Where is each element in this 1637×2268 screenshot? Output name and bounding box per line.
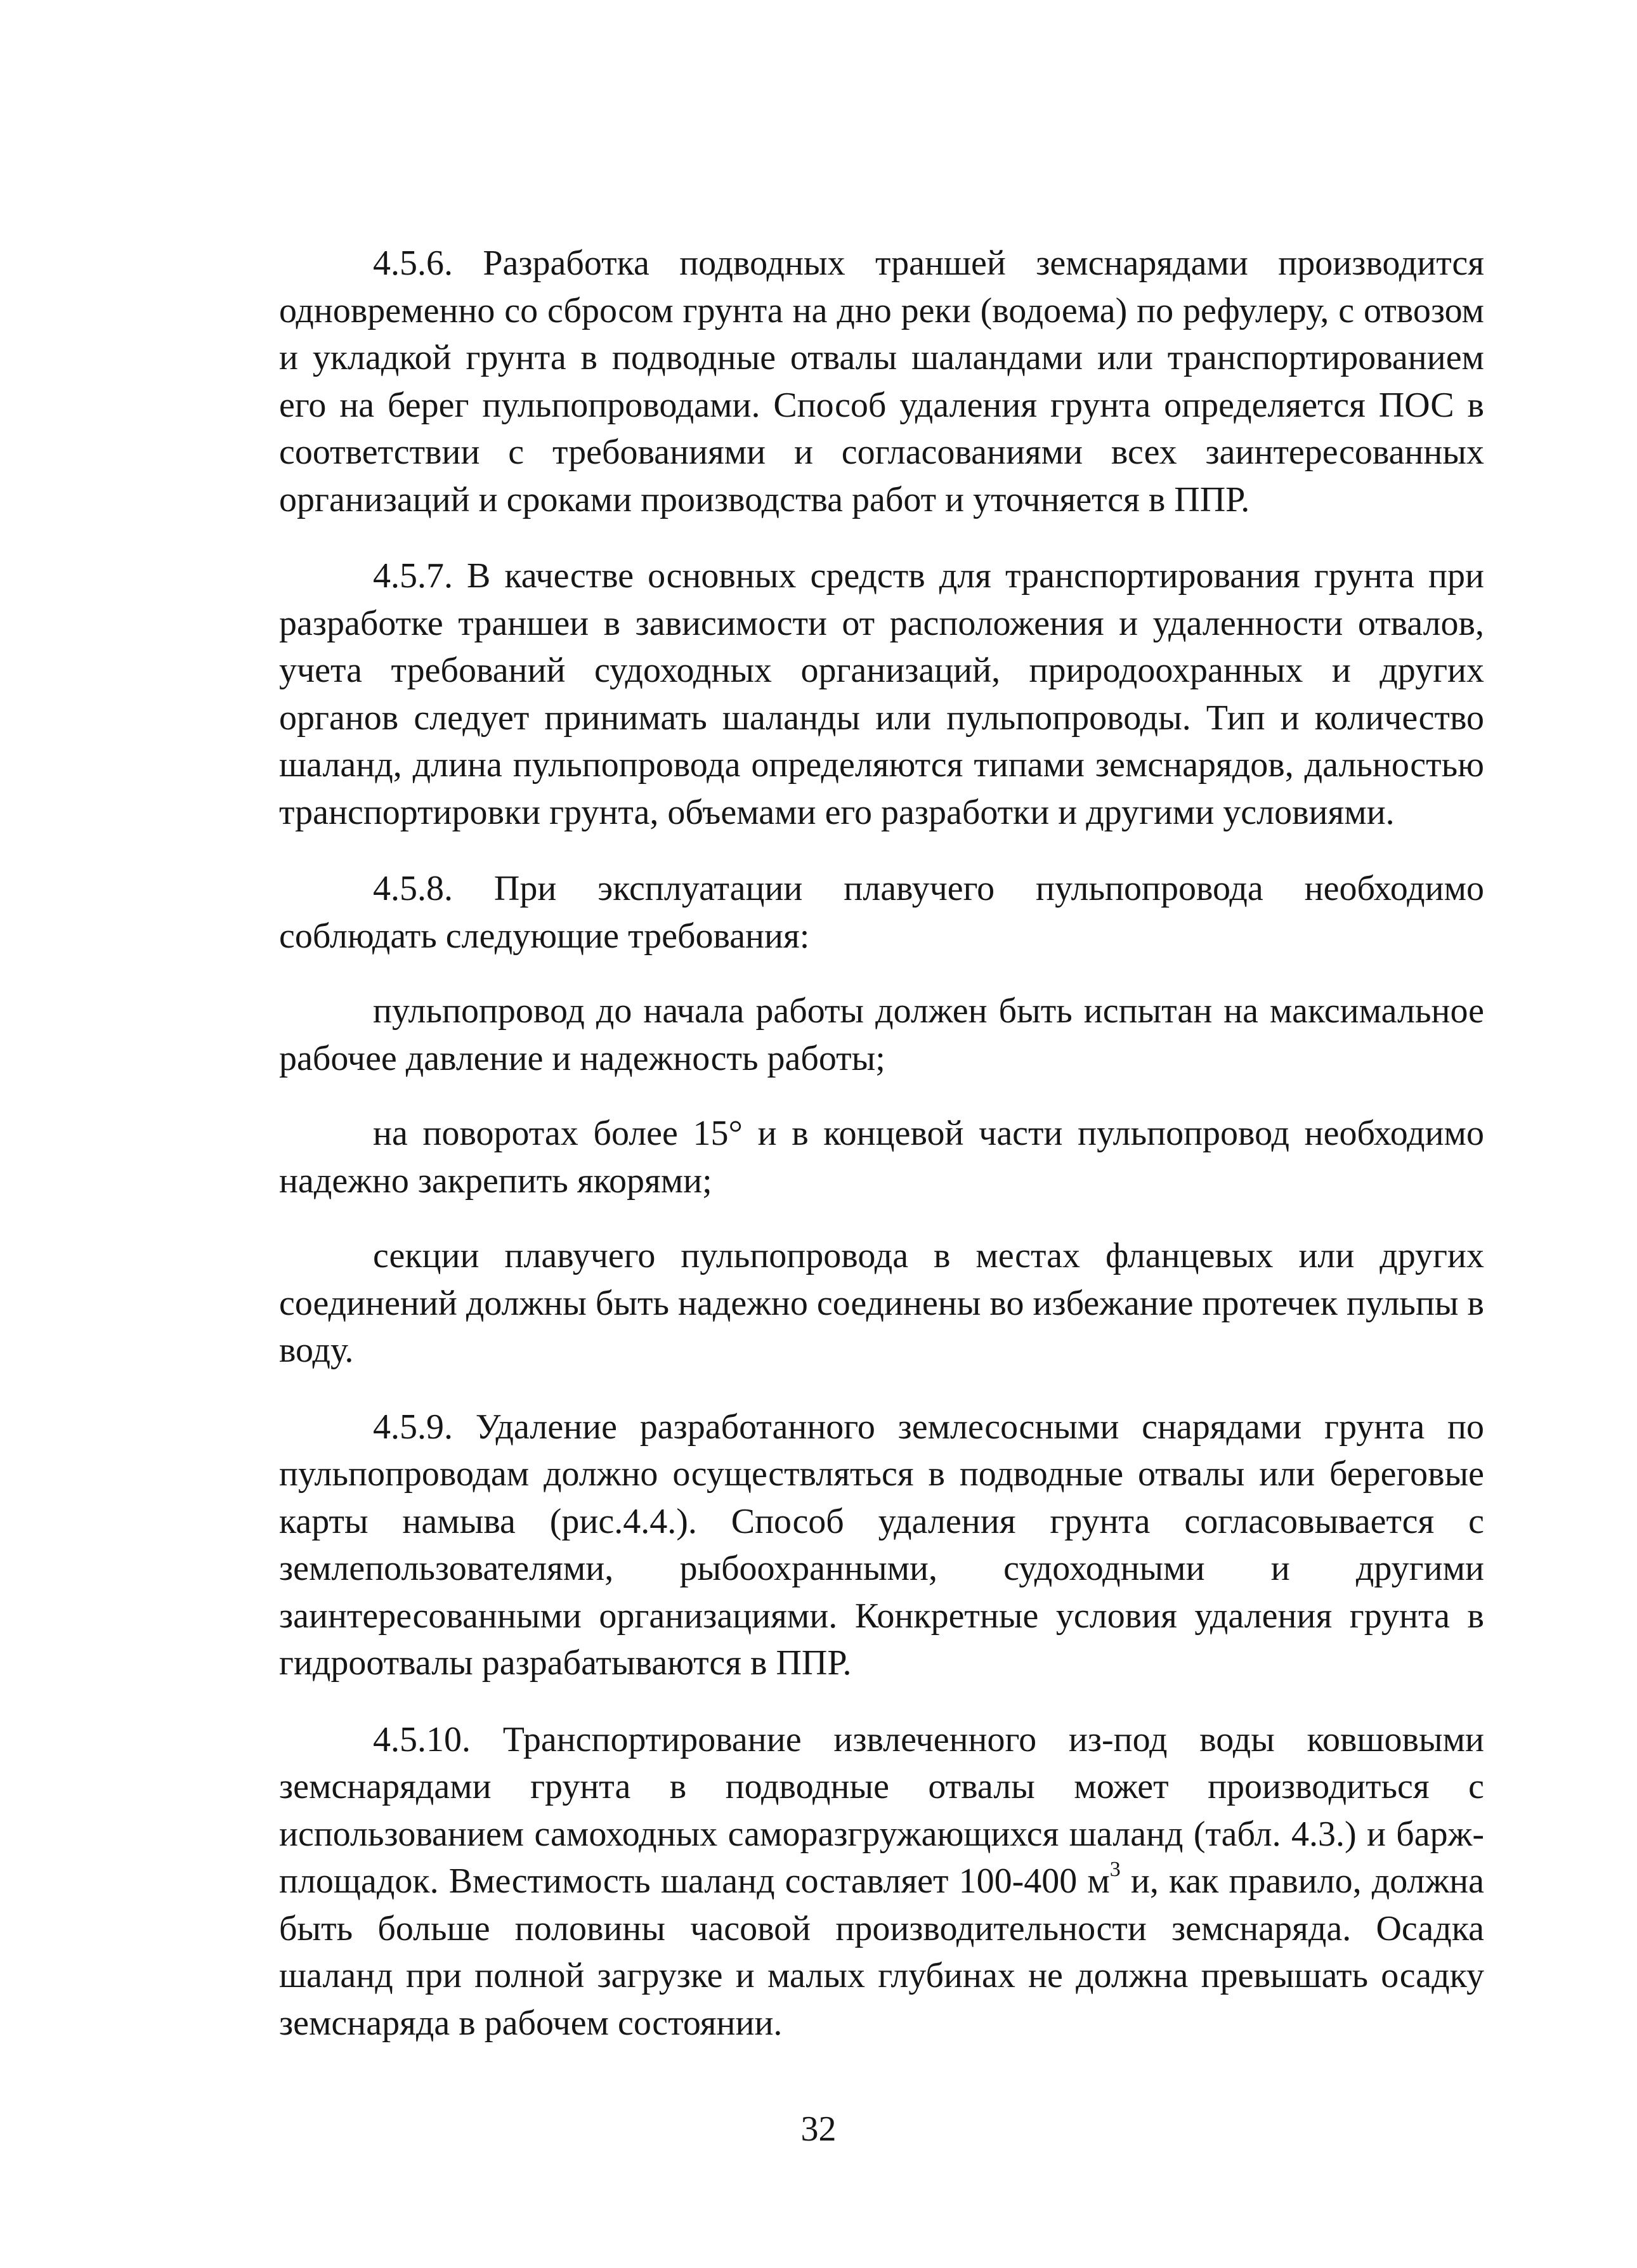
paragraph-4-5-6: 4.5.6. Разработка подводных траншей земснарядами производится одновременно со сбросом грунта на дно реки (водоема) по рефулеру, с отвозом и укладкой грунта в подводные отвалы шаландами или транспортированием его на берег пульпопроводами. Способ удаления грунта определяется ПОС в соответствии с требованиями и согласованиями всех заинтересованных организаций и сроками производства работ и уточняется в ППР.: [279, 244, 1484, 519]
cubic-superscript: 3: [1109, 1858, 1121, 1881]
requirement-item-anchoring: на поворотах более 15° и в концевой части пульпопровод необходимо надежно закрепить якорями;: [279, 1114, 1484, 1201]
page-number: 32: [800, 2109, 837, 2149]
paragraph-4-5-7: 4.5.7. В качестве основных средств для транспортирования грунта при разработке траншеи в зависимости от расположения и удаленности отвалов, учета требований судоходных организаций, природоохранных и других органов следует принимать шаланды или пульпопроводы. Тип и количество шаланд, длина пульпопровода определяются типами земснарядов, дальностью транспортировки грунта, объемами его разработки и другими условиями.: [279, 556, 1484, 832]
paragraph-4-5-8: 4.5.8. При эксплуатации плавучего пульпопровода необходимо соблюдать следующие требования:: [279, 869, 1484, 956]
paragraph-4-5-10: [279, 1716, 1484, 2047]
requirement-item-pressure-test: пульпопровод до начала работы должен быть испытан на максимальное рабочее давление и надежность работы;: [279, 991, 1484, 1078]
requirement-item-sections: секции плавучего пульпопровода в местах фланцевых или других соединений должны быть надежно соединены во избежание протечек пульпы в воду.: [279, 1236, 1484, 1370]
paragraph-4-5-10-text-start: 4.5.10. Транспортирование извлеченного из-под воды ковшовыми земснарядами грунта в подводные отвалы может производиться с использованием самоходных саморазгружающихся шаланд (табл. 4.3.) и барж-площадок. Вместимость шаланд составляет 100-400 м: [279, 1719, 1484, 1901]
paragraph-4-5-9: 4.5.9. Удаление разработанного землесосными снарядами грунта по пульпопроводам должно осуществляться в подводные отвалы или береговые карты намыва (рис.4.4.). Способ удаления грунта согласовывается с землепользователями, рыбоохранными, судоходными и другими заинтересованными организациями. Конкретные условия удаления грунта в гидроотвалы разрабатываются в ППР.: [279, 1407, 1484, 1683]
paragraph-4-5-10-text-end: и, как правило, должна быть больше половины часовой производительности земснаряда. Осадка шаланд при полной загрузке и малых глубинах не должна превышать осадку земснаряда в рабочем состоянии.: [279, 1861, 1484, 2043]
body-text: [279, 240, 1484, 2047]
